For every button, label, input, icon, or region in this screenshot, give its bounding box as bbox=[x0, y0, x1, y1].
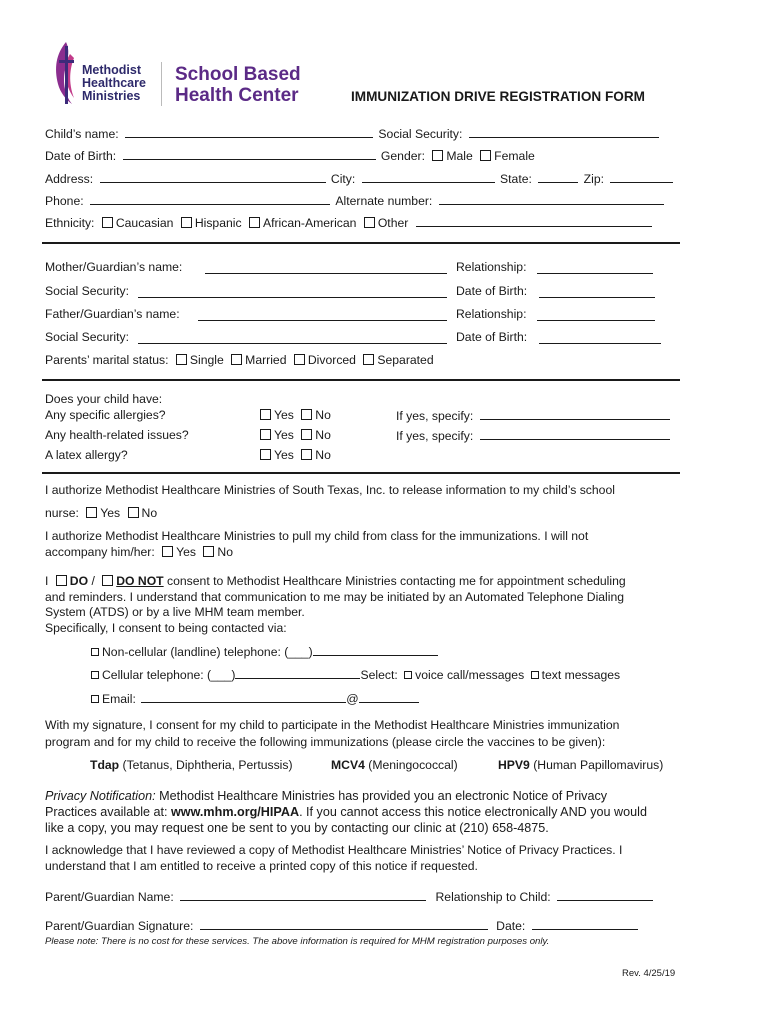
ack-line-1: I acknowledge that I have reviewed a copy of Methodist Healthcare Ministries’ Notice of Privacy Practices. I bbox=[45, 843, 623, 857]
child-name-label: Child’s name: bbox=[45, 127, 119, 141]
privacy-url-link[interactable]: www.mhm.org/HIPAA bbox=[171, 805, 300, 819]
privacy-line-2 bbox=[45, 805, 647, 820]
privacy-line-1 bbox=[45, 789, 607, 804]
latex-no-checkbox[interactable] bbox=[301, 449, 312, 460]
eth-other-label: Other bbox=[377, 216, 409, 230]
contact-donot-checkbox[interactable] bbox=[102, 575, 113, 586]
marital-married-label: Married bbox=[245, 353, 287, 367]
nurse-no-label: No bbox=[141, 506, 158, 520]
marital-divorced-checkbox[interactable] bbox=[294, 354, 305, 365]
child-ssn-label: Social Security: bbox=[378, 127, 463, 141]
guardian-sig-field[interactable] bbox=[200, 918, 488, 930]
mother-relationship-field[interactable] bbox=[537, 262, 653, 274]
issues-specify-label: If yes, specify: bbox=[396, 429, 474, 443]
logo-line-2: Healthcare bbox=[82, 76, 146, 90]
child-dob-field[interactable] bbox=[123, 148, 376, 160]
gender-label: Gender: bbox=[380, 149, 425, 163]
gender-female-checkbox[interactable] bbox=[480, 150, 491, 161]
cross-flame-icon bbox=[52, 40, 78, 106]
issues-specify-row bbox=[396, 428, 670, 444]
gender-female-label: Female bbox=[494, 149, 535, 163]
ethnicity-label: Ethnicity: bbox=[45, 216, 95, 230]
gender-male-label: Male bbox=[446, 149, 473, 163]
allergies-yes-checkbox[interactable] bbox=[260, 409, 271, 420]
accompany-no-label: No bbox=[217, 545, 234, 559]
revision-label: Rev. 4/25/19 bbox=[622, 968, 676, 979]
eth-caucasian-label: Caucasian bbox=[115, 216, 174, 230]
guardian-name-field[interactable] bbox=[180, 889, 426, 901]
vaccine-tdap-desc: (Tetanus, Diphtheria, Pertussis) bbox=[122, 758, 293, 772]
eth-african-label: African-American bbox=[262, 216, 357, 230]
ack-line-2: understand that I am entitled to receive a printed copy of this notice if requested. bbox=[45, 859, 478, 873]
allergies-no-checkbox[interactable] bbox=[301, 409, 312, 420]
consent-line-1: With my signature, I consent for my child to participate in the Methodist Healthcare Ministries immunization bbox=[45, 718, 620, 732]
allergies-specify-field[interactable] bbox=[480, 408, 670, 420]
zip-label: Zip: bbox=[583, 172, 604, 186]
logo-line-1: Methodist bbox=[82, 63, 142, 77]
privacy-heading: Privacy Notification: bbox=[45, 789, 156, 803]
mother-name-label: Mother/Guardian’s name: bbox=[45, 260, 183, 274]
guardian-sig-row bbox=[45, 918, 638, 934]
address-label: Address: bbox=[45, 172, 94, 186]
contact-donot-label: DO NOT bbox=[116, 574, 164, 588]
vaccine-hpv9[interactable] bbox=[498, 758, 663, 773]
allergies-yes-no bbox=[256, 408, 331, 423]
cell-checkbox[interactable] bbox=[91, 671, 99, 679]
phone-field[interactable] bbox=[90, 193, 330, 205]
contact-text: consent to Methodist Healthcare Ministries contacting me for appointment scheduling bbox=[167, 574, 626, 588]
mother-relationship-label: Relationship: bbox=[456, 260, 527, 274]
father-relationship-field[interactable] bbox=[537, 309, 655, 321]
email-domain-field[interactable] bbox=[359, 691, 419, 703]
child-dob-row bbox=[45, 148, 535, 164]
latex-no-label: No bbox=[315, 448, 331, 462]
latex-yes-checkbox[interactable] bbox=[260, 449, 271, 460]
mother-name-field[interactable] bbox=[205, 262, 447, 274]
landline-checkbox[interactable] bbox=[91, 648, 99, 656]
father-name-label: Father/Guardian’s name: bbox=[45, 307, 180, 321]
allergies-specify-row bbox=[396, 408, 670, 424]
guardian-sig-label: Parent/Guardian Signature: bbox=[45, 919, 194, 933]
accompany-yes-checkbox[interactable] bbox=[162, 546, 173, 557]
date-label: Date: bbox=[496, 919, 526, 933]
section-divider-1 bbox=[42, 242, 680, 244]
marital-single-label: Single bbox=[189, 353, 224, 367]
form-title: IMMUNIZATION DRIVE REGISTRATION FORM bbox=[351, 89, 646, 104]
vaccine-tdap-code: Tdap bbox=[90, 758, 120, 772]
health-q-issues: Any health-related issues? bbox=[45, 428, 189, 442]
logo-divider bbox=[161, 62, 162, 106]
eth-caucasian-checkbox[interactable] bbox=[102, 217, 113, 228]
issues-no-checkbox[interactable] bbox=[301, 429, 312, 440]
voice-checkbox[interactable] bbox=[404, 671, 412, 679]
mother-dob-label: Date of Birth: bbox=[456, 284, 528, 298]
mother-dob-field[interactable] bbox=[539, 286, 655, 298]
vaccine-mcv4[interactable] bbox=[331, 758, 458, 773]
text-messages-label: text messages bbox=[541, 668, 621, 682]
father-dob-field[interactable] bbox=[539, 332, 661, 344]
gender-male-checkbox[interactable] bbox=[432, 150, 443, 161]
issues-yes-no bbox=[256, 428, 331, 443]
child-ssn-field[interactable] bbox=[469, 126, 659, 138]
alt-number-label: Alternate number: bbox=[335, 194, 433, 208]
zip-field[interactable] bbox=[610, 171, 673, 183]
release-text: I authorize Methodist Healthcare Ministries of South Texas, Inc. to release information to my child’s school bbox=[45, 483, 615, 497]
cost-note: Please note: There is no cost for these services. The above information is required for MHM registration purposes only. bbox=[45, 936, 550, 947]
marital-single-checkbox[interactable] bbox=[176, 354, 187, 365]
issues-specify-field[interactable] bbox=[480, 428, 670, 440]
allergies-yes-label: Yes bbox=[274, 408, 294, 422]
child-dob-label: Date of Birth: bbox=[45, 149, 117, 163]
city-field[interactable] bbox=[362, 171, 495, 183]
father-ssn-field[interactable] bbox=[138, 332, 447, 344]
allergies-no-label: No bbox=[315, 408, 331, 422]
privacy-text-2-post: . If you cannot access this notice electronically AND you would bbox=[299, 805, 647, 819]
pull-text: I authorize Methodist Healthcare Ministries to pull my child from class for the immunizations. I will not bbox=[45, 529, 589, 543]
school-based-title: School Based bbox=[175, 64, 301, 85]
marital-status-row bbox=[45, 353, 434, 368]
state-label: State: bbox=[500, 172, 532, 186]
father-dob-label: Date of Birth: bbox=[456, 330, 528, 344]
eth-hispanic-checkbox[interactable] bbox=[181, 217, 192, 228]
privacy-text-1: Methodist Healthcare Ministries has provided you an electronic Notice of Privacy bbox=[159, 789, 608, 803]
accompany-row bbox=[45, 545, 233, 560]
marital-separated-label: Separated bbox=[377, 353, 434, 367]
father-relationship-label: Relationship: bbox=[456, 307, 527, 321]
nurse-yes-label: Yes bbox=[100, 506, 121, 520]
contact-i-label: I bbox=[45, 574, 49, 588]
contact-slash: / bbox=[91, 574, 95, 588]
cell-label: Cellular telephone: (___) bbox=[102, 668, 236, 682]
section-divider-2 bbox=[42, 379, 680, 381]
relationship-to-child-label: Relationship to Child: bbox=[435, 890, 551, 904]
marital-divorced-label: Divorced bbox=[307, 353, 356, 367]
privacy-text-2-pre: Practices available at: bbox=[45, 805, 168, 819]
address-field[interactable] bbox=[100, 171, 326, 183]
latex-yes-label: Yes bbox=[274, 448, 294, 462]
alt-number-field[interactable] bbox=[439, 193, 664, 205]
consent-line-2: program and for my child to receive the following immunizations (please circle the vaccines to be given): bbox=[45, 735, 606, 749]
child-phone-row bbox=[45, 193, 664, 209]
vaccine-hpv9-desc: (Human Papillomavirus) bbox=[533, 758, 664, 772]
cell-row bbox=[91, 667, 620, 683]
relationship-to-child-field[interactable] bbox=[557, 889, 653, 901]
vaccine-tdap[interactable] bbox=[90, 758, 293, 773]
email-label: Email: bbox=[102, 692, 136, 706]
system-text: System (ATDS) or by a live MHM team member. bbox=[45, 605, 305, 619]
contact-do-label: DO bbox=[69, 574, 89, 588]
section-divider-3 bbox=[42, 472, 680, 474]
email-row bbox=[91, 691, 419, 707]
reminders-text: and reminders. I understand that communication to me may be initiated by an Automated Telephone Dialing bbox=[45, 590, 625, 604]
health-q-latex: A latex allergy? bbox=[45, 448, 128, 462]
cell-field[interactable] bbox=[235, 667, 360, 679]
nurse-label: nurse: bbox=[45, 506, 79, 520]
mhm-logo bbox=[52, 40, 152, 106]
vaccine-mcv4-desc: (Meningococcal) bbox=[368, 758, 458, 772]
voice-label: voice call/messages bbox=[415, 668, 525, 682]
nurse-no-checkbox[interactable] bbox=[128, 507, 139, 518]
child-name-row bbox=[45, 126, 659, 142]
health-q-allergies: Any specific allergies? bbox=[45, 408, 166, 422]
latex-yes-no bbox=[256, 448, 331, 463]
accompany-label: accompany him/her: bbox=[45, 545, 155, 559]
health-intro: Does your child have: bbox=[45, 392, 163, 406]
logo-line-3: Ministries bbox=[82, 89, 141, 103]
ethnicity-row bbox=[45, 215, 652, 231]
vaccine-hpv9-code: HPV9 bbox=[498, 758, 530, 772]
child-address-row bbox=[45, 171, 673, 187]
city-label: City: bbox=[330, 172, 356, 186]
issues-yes-label: Yes bbox=[274, 428, 294, 442]
mother-ssn-label: Social Security: bbox=[45, 284, 129, 298]
landline-label: Non-cellular (landline) telephone: (___) bbox=[102, 645, 313, 659]
guardian-name-label: Parent/Guardian Name: bbox=[45, 890, 174, 904]
allergies-specify-label: If yes, specify: bbox=[396, 409, 474, 423]
issues-no-label: No bbox=[315, 428, 331, 442]
eth-other-field[interactable] bbox=[416, 215, 652, 227]
vaccine-mcv4-code: MCV4 bbox=[331, 758, 365, 772]
issues-yes-checkbox[interactable] bbox=[260, 429, 271, 440]
eth-african-checkbox[interactable] bbox=[249, 217, 260, 228]
marital-separated-checkbox[interactable] bbox=[363, 354, 374, 365]
father-name-field[interactable] bbox=[198, 309, 447, 321]
contact-do-checkbox[interactable] bbox=[56, 575, 67, 586]
mother-ssn-field[interactable] bbox=[138, 286, 447, 298]
select-label: Select: bbox=[360, 668, 398, 682]
landline-field[interactable] bbox=[313, 644, 438, 656]
phone-label: Phone: bbox=[45, 194, 84, 208]
child-name-field[interactable] bbox=[125, 126, 373, 138]
marital-status-label: Parents’ marital status: bbox=[45, 353, 169, 367]
health-center-title: Health Center bbox=[175, 85, 299, 106]
nurse-row bbox=[45, 506, 157, 521]
father-ssn-label: Social Security: bbox=[45, 330, 129, 344]
eth-other-checkbox[interactable] bbox=[364, 217, 375, 228]
email-user-field[interactable] bbox=[141, 691, 346, 703]
eth-hispanic-label: Hispanic bbox=[194, 216, 242, 230]
text-messages-checkbox[interactable] bbox=[531, 671, 539, 679]
date-field[interactable] bbox=[532, 918, 638, 930]
privacy-line-3: like a copy, you may request one be sent to you by contacting our clinic at (210) 658-4875. bbox=[45, 821, 549, 835]
email-at-sign: @ bbox=[346, 692, 359, 706]
specifically-text: Specifically, I consent to being contacted via: bbox=[45, 621, 287, 635]
state-field[interactable] bbox=[538, 171, 578, 183]
guardian-name-row bbox=[45, 889, 653, 905]
marital-married-checkbox[interactable] bbox=[231, 354, 242, 365]
nurse-yes-checkbox[interactable] bbox=[86, 507, 97, 518]
accompany-no-checkbox[interactable] bbox=[203, 546, 214, 557]
email-checkbox[interactable] bbox=[91, 695, 99, 703]
accompany-yes-label: Yes bbox=[176, 545, 197, 559]
contact-consent-row bbox=[45, 574, 626, 589]
landline-row bbox=[91, 644, 438, 660]
